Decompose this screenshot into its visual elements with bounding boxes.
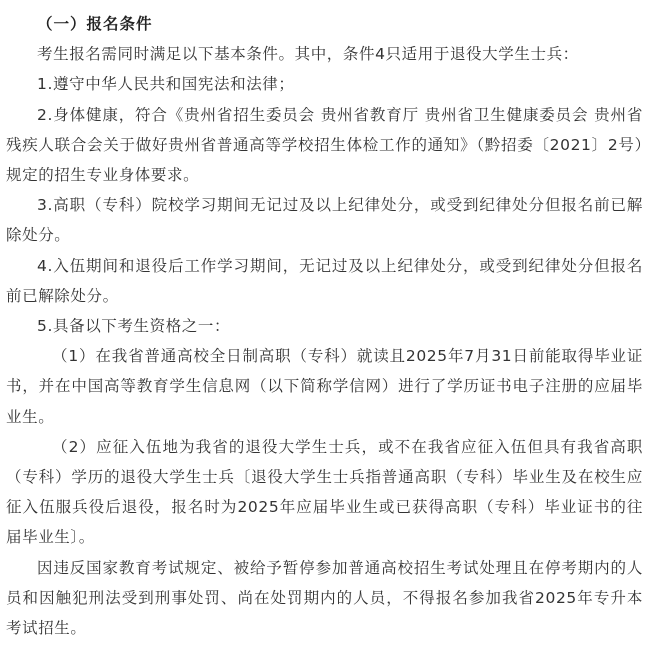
- condition-5: 5.具备以下考生资格之一：: [37, 317, 231, 336]
- qualification-2: （2）应征入伍地为我省的退役大学生士兵，或不在我省应征入伍但具有我省高职（专科）学历的退役大学生士兵〔退役大学生士兵指普通高职（专科）毕业生及在校生应征入伍服兵役后退役，报名时为2025年应届毕业生或已获得高职（专科）毕业证书的往届毕业生〕。: [6, 437, 643, 547]
- condition-1: 1.遵守中华人民共和国宪法和法律；: [37, 75, 295, 94]
- exclusion-paragraph: 因违反国家教育考试规定、被给予暂停参加普通高校招生考试处理且在停考期内的人员和因触犯刑法受到刑事处罚、尚在处罚期内的人员，不得报名参加我省2025年专升本考试招生。: [6, 558, 643, 638]
- condition-3: 3.高职（专科）院校学习期间无记过及以上纪律处分，或受到纪律处分但报名前已解除处分。: [6, 196, 643, 245]
- intro-paragraph: 考生报名需同时满足以下基本条件。其中，条件4只适用于退役大学生士兵：: [37, 45, 579, 64]
- condition-4: 4.入伍期间和退役后工作学习期间，无记过及以上纪律处分，或受到纪律处分但报名前已解除处分。: [6, 256, 643, 305]
- section-heading: （一）报名条件: [37, 15, 153, 33]
- condition-2: 2.身体健康，符合《贵州省招生委员会 贵州省教育厅 贵州省卫生健康委员会 贵州省残疾人联合会关于做好贵州省普通高等学校招生体检工作的通知》（黔招委〔2021〕2号）规定的招生专业身体要求。: [6, 105, 643, 185]
- qualification-1: （1）在我省普通高校全日制高职（专科）就读且2025年7月31日前能取得毕业证书，并在中国高等教育学生信息网（以下简称学信网）进行了学历证书电子注册的应届毕业生。: [6, 347, 643, 426]
